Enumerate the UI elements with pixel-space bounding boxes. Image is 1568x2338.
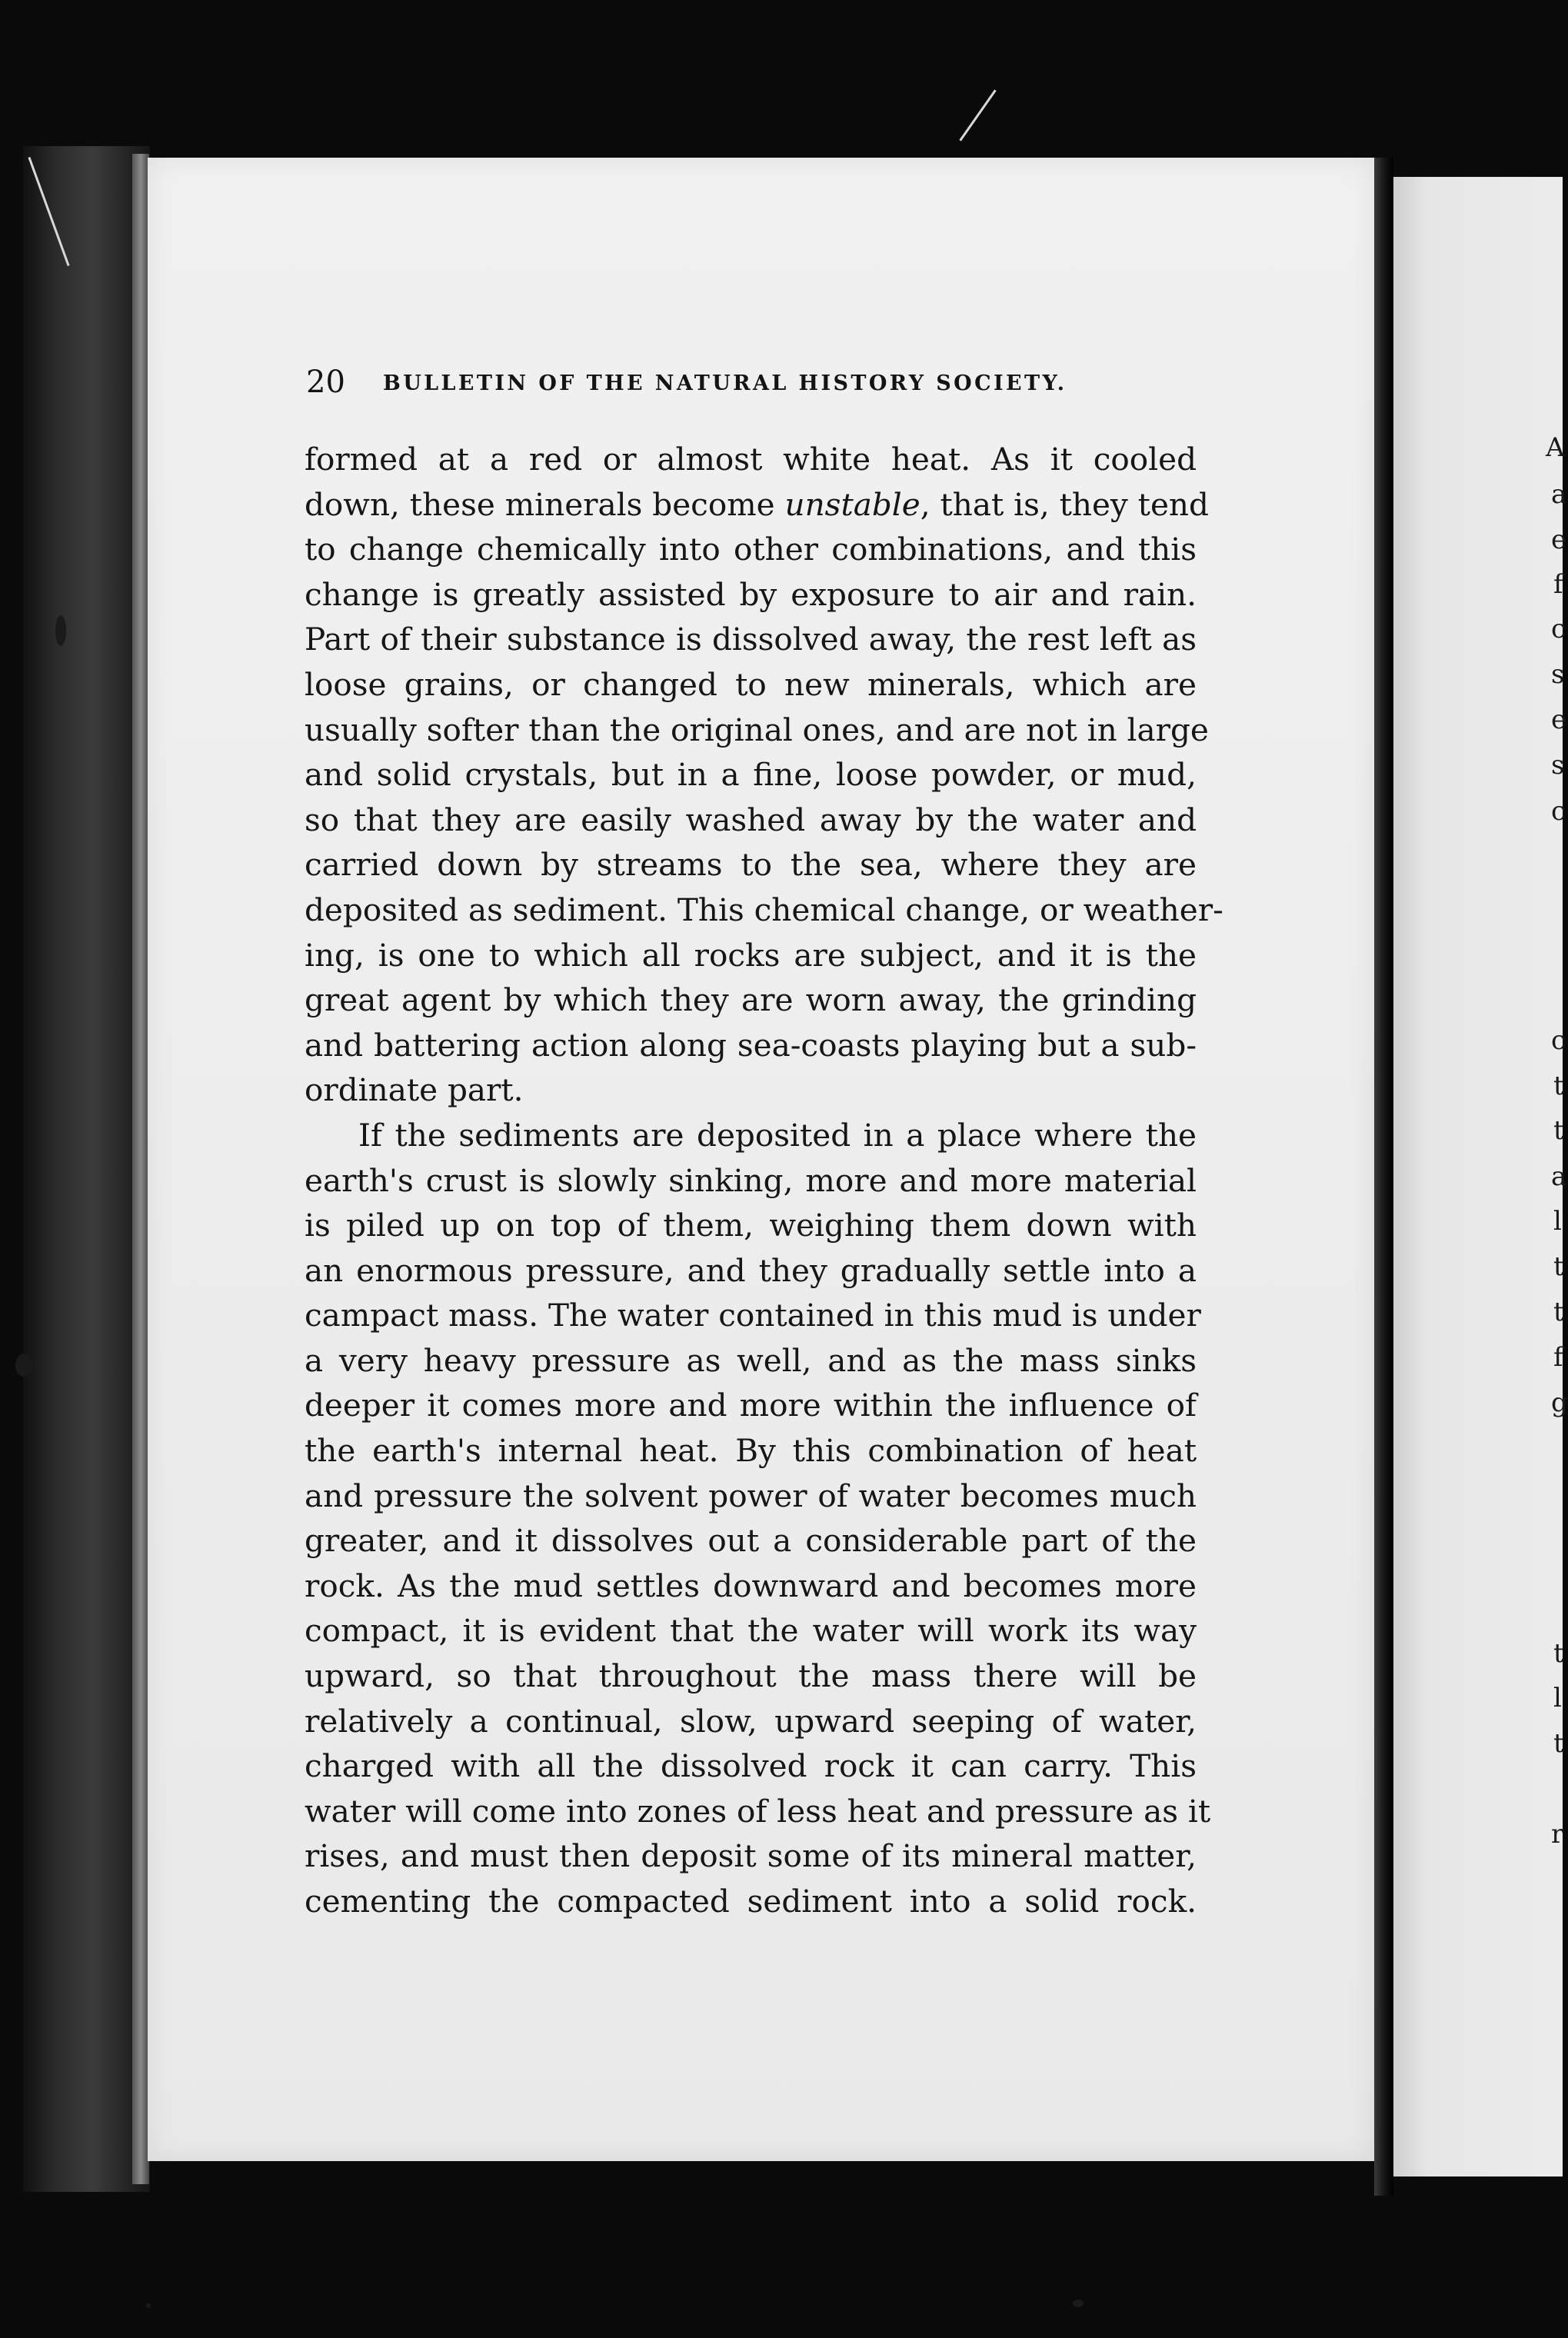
page-header: [306, 363, 1213, 401]
text-line: deeper it comes more and more within the influence of: [305, 1387, 1197, 1424]
text-line: and solid crystals, but in a fine, loose powder, or mud,: [305, 756, 1197, 794]
facing-page-char: f: [1553, 569, 1563, 600]
facing-page-char: c: [1551, 796, 1566, 827]
text-line: and battering action along sea-coasts playing but a sub-: [305, 1026, 1197, 1064]
page-number: 20: [306, 365, 345, 400]
facing-page-char: a: [1551, 1161, 1567, 1192]
facing-page-char: A: [1546, 432, 1565, 463]
text-line: Part of their substance is dissolved away, the rest left as: [305, 621, 1197, 658]
text-line: ordinate part.: [305, 1071, 524, 1109]
page-gutter: [1374, 158, 1393, 2196]
facing-page-char: e: [1551, 525, 1567, 555]
text-line: rock. As the mud settles downward and becomes more: [305, 1567, 1197, 1604]
text-line: campact mass. The water contained in this mud is under: [305, 1297, 1201, 1334]
facing-page-char: t: [1553, 1638, 1564, 1669]
facing-page-char: l: [1553, 1683, 1562, 1714]
facing-page-char: r: [1551, 1819, 1564, 1850]
facing-page-char: s: [1551, 659, 1565, 690]
text-line: carried down by streams to the sea, where they are: [305, 846, 1197, 884]
facing-page-char: a: [1551, 479, 1567, 510]
text-line: is piled up on top of them, weighing them down with: [305, 1207, 1197, 1244]
body-text: [305, 437, 1223, 1924]
text-line: and pressure the solvent power of water becomes much: [305, 1477, 1197, 1514]
text-line: the earth's internal heat. By this combination of heat: [305, 1432, 1197, 1470]
text-line: cementing the compacted sediment into a solid rock.: [305, 1883, 1197, 1920]
text-line: formed at a red or almost white heat. As it cooled: [305, 441, 1197, 478]
facing-page-char: g: [1551, 1387, 1568, 1418]
facing-page-char: t: [1553, 1251, 1564, 1282]
film-speck: [1073, 2300, 1084, 2307]
text-line: great agent by which they are worn away, the grinding: [305, 981, 1197, 1019]
facing-page: [1393, 177, 1568, 2176]
text-line: greater, and it dissolves out a considerable part of the: [305, 1522, 1197, 1560]
film-speck: [55, 615, 66, 646]
running-head: BULLETIN OF THE NATURAL HISTORY SOCIETY.: [383, 371, 1067, 395]
book-binding: [23, 146, 150, 2192]
film-speck: [15, 1354, 32, 1377]
text-line: change is greatly assisted by exposure to air and rain.: [305, 575, 1197, 613]
facing-page-char: t: [1553, 1297, 1564, 1327]
facing-page-char: e: [1551, 704, 1567, 735]
text-line: down, these minerals become unstable, that is, they tend: [305, 485, 1209, 523]
facing-page-char: c: [1551, 614, 1566, 644]
text-line: If the sediments are deposited in a place where the: [358, 1116, 1197, 1154]
facing-page-char: l: [1553, 1206, 1562, 1237]
text-line: to change chemically into other combinations, and this: [305, 531, 1197, 568]
emphasized-word: unstable: [784, 485, 920, 523]
facing-page-char: t: [1553, 1071, 1564, 1101]
text-line: an enormous pressure, and they gradually settle into a: [305, 1251, 1197, 1289]
text-line: relatively a continual, slow, upward seeping of water,: [305, 1702, 1197, 1740]
text-line: deposited as sediment. This chemical change, or weather-: [305, 891, 1223, 928]
text-line: upward, so that throughout the mass there will be: [305, 1657, 1197, 1695]
facing-page-char: t: [1553, 1728, 1564, 1759]
facing-page-char: s: [1551, 750, 1565, 781]
film-speck: [146, 2303, 151, 2308]
facing-page-char: t: [1553, 1115, 1564, 1146]
film-scratch: [959, 89, 996, 141]
text-line: so that they are easily washed away by the water and: [305, 801, 1197, 838]
page-edges: [132, 154, 149, 2184]
text-line: rises, and must then deposit some of its mineral matter,: [305, 1837, 1197, 1875]
text-line: charged with all the dissolved rock it can carry. This: [305, 1747, 1197, 1785]
text-line: ing, is one to which all rocks are subject, and it is the: [305, 936, 1197, 974]
text-line: earth's crust is slowly sinking, more and more material: [305, 1161, 1197, 1199]
text-line: usually softer than the original ones, and are not in large: [305, 711, 1209, 748]
facing-page-char: f: [1553, 1342, 1563, 1373]
text-line: water will come into zones of less heat and pressure as it: [305, 1792, 1211, 1830]
text-line: loose grains, or changed to new minerals, which are: [305, 665, 1197, 703]
text-line: a very heavy pressure as well, and as the mass sinks: [305, 1341, 1197, 1379]
text-line: compact, it is evident that the water will work its way: [305, 1612, 1197, 1650]
facing-page-char: c: [1551, 1025, 1566, 1056]
